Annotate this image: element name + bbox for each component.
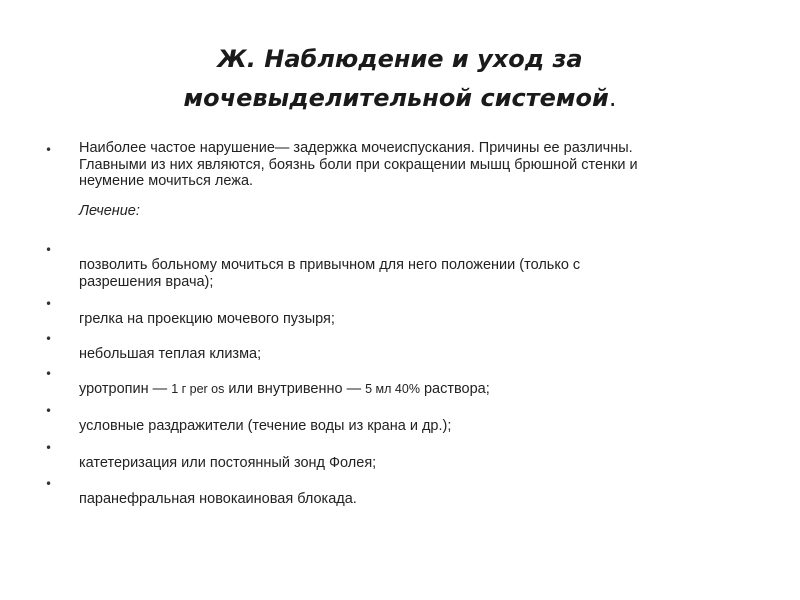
list-item-line-2: разрешения врача); xyxy=(79,273,214,290)
title-line-1: Ж. Наблюдение и уход за xyxy=(217,45,583,73)
list-item xyxy=(79,455,759,472)
bullet-marker: • xyxy=(45,297,53,311)
intro-paragraph xyxy=(79,140,759,190)
list-item-dose: 5 мл 40% xyxy=(365,382,420,396)
list-item xyxy=(79,257,759,290)
list-item-text: небольшая теплая клизма; xyxy=(79,346,262,362)
list-item-line-1: позволить больному мочиться в привычном для него положении (только с xyxy=(79,257,581,273)
intro-line-3: неумение мочиться лежа. xyxy=(79,173,254,189)
intro-line-1: Наиболее частое нарушение— задержка мочеиспускания. Причины ее различны. xyxy=(79,140,633,156)
title-line-2-text: мочевыделительной системой xyxy=(183,84,609,112)
list-item-text: катетеризация или постоянный зонд Фолея; xyxy=(79,455,377,471)
list-item-text: грелка на проекцию мочевого пузыря; xyxy=(79,311,335,327)
list-item-part: уротропин — xyxy=(79,381,172,397)
bullet-marker: • xyxy=(45,441,53,455)
title-period: . xyxy=(608,84,617,112)
bullet-marker: • xyxy=(45,477,53,491)
bullet-marker: • xyxy=(45,404,53,418)
bullet-marker: • xyxy=(45,143,53,157)
list-item-dose: 1 г per os xyxy=(171,382,225,396)
list-item-text xyxy=(79,381,759,398)
list-item xyxy=(79,311,759,328)
list-item-text: паранефральная новокаиновая блокада. xyxy=(79,491,357,507)
treatment-label: Лечение: xyxy=(79,203,140,219)
list-item xyxy=(79,346,759,363)
bullet-marker: • xyxy=(45,243,53,257)
list-item xyxy=(79,381,759,398)
bullet-marker: • xyxy=(45,367,53,381)
list-item-text: условные раздражители (течение воды из крана и др.); xyxy=(79,418,452,434)
bullet-marker: • xyxy=(45,332,53,346)
list-item-part: или внутривенно — xyxy=(224,381,366,397)
list-item-part: раствора; xyxy=(419,381,490,397)
intro-line-2: Главными из них являются, боязнь боли при сокращении мышц брюшной стенки и xyxy=(79,156,638,173)
list-item xyxy=(79,418,759,435)
list-item xyxy=(79,491,759,508)
